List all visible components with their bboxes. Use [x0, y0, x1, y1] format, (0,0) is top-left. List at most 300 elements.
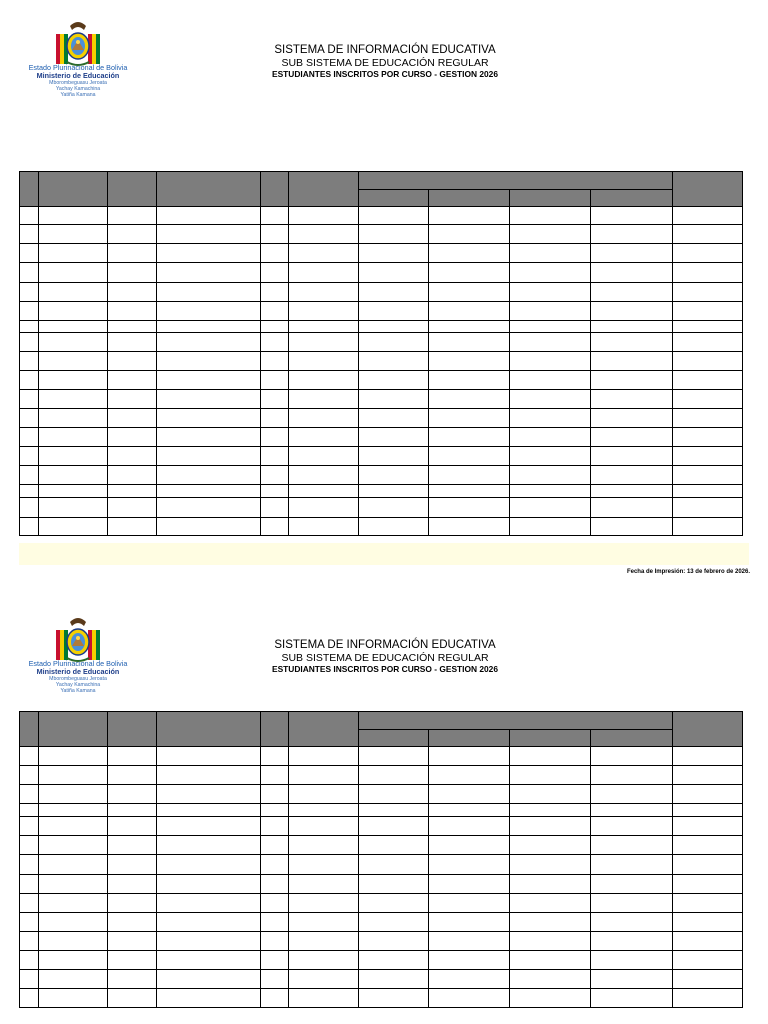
- table-cell: [157, 466, 261, 485]
- table-cell: [510, 390, 591, 409]
- table-cell: [429, 485, 510, 498]
- table-cell: [591, 352, 673, 371]
- table-cell: [108, 302, 157, 321]
- table-cell: [108, 894, 157, 913]
- table-cell: [108, 747, 157, 766]
- table-cell: [673, 989, 743, 1008]
- table-cell: [510, 371, 591, 390]
- header-cell: [261, 712, 289, 747]
- table-cell: [429, 747, 510, 766]
- logo-state-name: Estado Plurinacional de Bolivia: [28, 659, 128, 668]
- table-cell: [261, 244, 289, 263]
- table-cell: [261, 785, 289, 804]
- table-cell: [510, 785, 591, 804]
- table-cell: [261, 932, 289, 951]
- table-cell: [429, 970, 510, 989]
- table-cell: [20, 244, 39, 263]
- table-cell: [591, 913, 673, 932]
- table-cell: [510, 518, 591, 536]
- ministry-logo: [22, 16, 134, 108]
- table-cell: [429, 766, 510, 785]
- table-cell: [39, 875, 108, 894]
- table-cell: [289, 390, 359, 409]
- table-cell: [359, 428, 429, 447]
- table-cell: [359, 894, 429, 913]
- table-cell: [591, 932, 673, 951]
- table-cell: [510, 283, 591, 302]
- header-group-cell: [359, 172, 673, 190]
- subsystem-title: SUB SISTEMA DE EDUCACIÓN REGULAR: [281, 652, 489, 664]
- table-cell: [39, 951, 108, 970]
- table-cell: [157, 207, 261, 225]
- table-cell: [157, 894, 261, 913]
- table-cell: [20, 836, 39, 855]
- table-cell: [510, 747, 591, 766]
- table-cell: [429, 466, 510, 485]
- table-cell: [429, 283, 510, 302]
- table-row: [20, 785, 743, 804]
- table-cell: [20, 207, 39, 225]
- table-cell: [20, 894, 39, 913]
- table-cell: [20, 485, 39, 498]
- report-header: [200, 639, 570, 675]
- table-cell: [39, 371, 108, 390]
- table-cell: [157, 447, 261, 466]
- table-cell: [673, 747, 743, 766]
- table-cell: [20, 932, 39, 951]
- table-cell: [359, 352, 429, 371]
- table-row: [20, 263, 743, 283]
- system-title: SISTEMA DE INFORMACIÓN EDUCATIVA: [274, 44, 496, 56]
- table-cell: [429, 951, 510, 970]
- table-cell: [108, 485, 157, 498]
- table-cell: [359, 390, 429, 409]
- table-cell: [359, 932, 429, 951]
- table-row: [20, 371, 743, 390]
- table-row: [20, 302, 743, 321]
- table-cell: [157, 804, 261, 817]
- table-cell: [157, 390, 261, 409]
- table-cell: [157, 485, 261, 498]
- table-cell: [673, 263, 743, 283]
- table-cell: [510, 804, 591, 817]
- table-cell: [20, 333, 39, 352]
- table-cell: [39, 302, 108, 321]
- table-cell: [510, 894, 591, 913]
- table-cell: [673, 371, 743, 390]
- table-cell: [673, 390, 743, 409]
- table-cell: [289, 283, 359, 302]
- table-cell: [157, 913, 261, 932]
- table-cell: [429, 428, 510, 447]
- table-row: [20, 333, 743, 352]
- table-cell: [359, 409, 429, 428]
- table-cell: [289, 894, 359, 913]
- table-cell: [39, 518, 108, 536]
- table-cell: [289, 817, 359, 836]
- table-cell: [289, 951, 359, 970]
- print-date: Fecha de Impresión: 13 de febrero de 2026.: [626, 569, 750, 575]
- table-cell: [510, 333, 591, 352]
- table-cell: [429, 371, 510, 390]
- table-cell: [673, 302, 743, 321]
- table-cell: [591, 894, 673, 913]
- table-cell: [359, 466, 429, 485]
- table-cell: [591, 302, 673, 321]
- table-cell: [39, 263, 108, 283]
- table-cell: [108, 321, 157, 333]
- table-cell: [359, 498, 429, 518]
- table-cell: [289, 785, 359, 804]
- table-cell: [261, 333, 289, 352]
- table-cell: [510, 244, 591, 263]
- table-cell: [673, 409, 743, 428]
- table-cell: [108, 466, 157, 485]
- table-cell: [510, 498, 591, 518]
- table-row: [20, 894, 743, 913]
- table-cell: [261, 913, 289, 932]
- table-cell: [289, 447, 359, 466]
- table-cell: [591, 371, 673, 390]
- table-cell: [289, 263, 359, 283]
- logo-guarani-motto: Mborombeguasu Jeroata: [49, 676, 107, 682]
- table-cell: [261, 371, 289, 390]
- header-cell: [261, 172, 289, 207]
- table-cell: [429, 913, 510, 932]
- table-cell: [261, 428, 289, 447]
- table-cell: [429, 836, 510, 855]
- table-cell: [39, 766, 108, 785]
- table-row: [20, 932, 743, 951]
- table-cell: [108, 244, 157, 263]
- table-cell: [20, 747, 39, 766]
- table-cell: [157, 766, 261, 785]
- table-cell: [673, 244, 743, 263]
- table-cell: [510, 225, 591, 244]
- table-row: [20, 766, 743, 785]
- table-cell: [108, 518, 157, 536]
- table-cell: [39, 785, 108, 804]
- table-cell: [20, 352, 39, 371]
- table-cell: [261, 485, 289, 498]
- table-row: [20, 352, 743, 371]
- table-cell: [157, 817, 261, 836]
- table-cell: [39, 498, 108, 518]
- header-cell: [289, 172, 359, 207]
- subheader-cell: [510, 190, 591, 207]
- table-cell: [359, 804, 429, 817]
- students-table: [19, 171, 743, 536]
- table-cell: [591, 970, 673, 989]
- table-cell: [429, 352, 510, 371]
- table-cell: [510, 951, 591, 970]
- subheader-cell: [591, 730, 673, 747]
- table-cell: [591, 518, 673, 536]
- table-cell: [157, 518, 261, 536]
- table-cell: [359, 951, 429, 970]
- table-cell: [673, 951, 743, 970]
- table-cell: [108, 785, 157, 804]
- table-cell: [591, 225, 673, 244]
- table-cell: [289, 466, 359, 485]
- table-row: [20, 390, 743, 409]
- table-cell: [108, 225, 157, 244]
- logo-quechua-motto: Yachay Kamachina: [55, 86, 101, 92]
- table-cell: [157, 302, 261, 321]
- table-cell: [108, 875, 157, 894]
- students-table: [19, 711, 743, 1008]
- table-cell: [429, 894, 510, 913]
- table-cell: [39, 836, 108, 855]
- table-cell: [673, 766, 743, 785]
- table-cell: [20, 785, 39, 804]
- table-cell: [108, 817, 157, 836]
- table-cell: [39, 855, 108, 875]
- table-cell: [108, 333, 157, 352]
- table-cell: [591, 951, 673, 970]
- table-row: [20, 970, 743, 989]
- table-row: [20, 207, 743, 225]
- table-cell: [20, 263, 39, 283]
- table-cell: [510, 913, 591, 932]
- table-cell: [359, 485, 429, 498]
- logo-aymara-motto: Yatiña Kamana: [60, 92, 96, 98]
- table-cell: [108, 390, 157, 409]
- table-cell: [429, 263, 510, 283]
- table-cell: [591, 409, 673, 428]
- table-cell: [429, 855, 510, 875]
- header-cell: [673, 172, 743, 207]
- table-cell: [157, 428, 261, 447]
- table-cell: [429, 518, 510, 536]
- subheader-cell: [510, 730, 591, 747]
- table-cell: [261, 766, 289, 785]
- table-cell: [673, 466, 743, 485]
- table-cell: [673, 785, 743, 804]
- table-row: [20, 428, 743, 447]
- table-cell: [673, 333, 743, 352]
- table-cell: [591, 207, 673, 225]
- table-cell: [591, 466, 673, 485]
- table-cell: [359, 518, 429, 536]
- table-cell: [510, 836, 591, 855]
- table-cell: [108, 207, 157, 225]
- table-cell: [20, 498, 39, 518]
- table-row: [20, 836, 743, 855]
- table-cell: [157, 263, 261, 283]
- table-cell: [429, 804, 510, 817]
- table-cell: [108, 352, 157, 371]
- table-cell: [39, 283, 108, 302]
- table-cell: [289, 207, 359, 225]
- table-cell: [20, 989, 39, 1008]
- table-cell: [108, 498, 157, 518]
- table-cell: [39, 447, 108, 466]
- table-cell: [39, 932, 108, 951]
- table-cell: [429, 244, 510, 263]
- logo-aymara-motto: Yatiña Kamana: [60, 688, 96, 694]
- table-cell: [157, 747, 261, 766]
- table-cell: [289, 321, 359, 333]
- table-cell: [39, 804, 108, 817]
- table-cell: [261, 989, 289, 1008]
- table-cell: [289, 302, 359, 321]
- subheader-cell: [591, 190, 673, 207]
- subheader-cell: [429, 190, 510, 207]
- table-body: [20, 207, 743, 536]
- table-cell: [359, 263, 429, 283]
- table-cell: [359, 244, 429, 263]
- table-cell: [289, 352, 359, 371]
- subheader-cell: [359, 730, 429, 747]
- table-cell: [39, 894, 108, 913]
- table-cell: [673, 875, 743, 894]
- table-cell: [261, 747, 289, 766]
- table-cell: [510, 466, 591, 485]
- table-cell: [157, 371, 261, 390]
- ministry-logo: [22, 612, 134, 704]
- table-cell: [20, 447, 39, 466]
- table-cell: [20, 371, 39, 390]
- table-cell: [157, 244, 261, 263]
- table-row: [20, 283, 743, 302]
- table-row: [20, 817, 743, 836]
- table-cell: [289, 836, 359, 855]
- table-cell: [359, 747, 429, 766]
- subsystem-title: SUB SISTEMA DE EDUCACIÓN REGULAR: [281, 57, 489, 69]
- table-cell: [359, 989, 429, 1008]
- table-cell: [39, 352, 108, 371]
- table-cell: [591, 804, 673, 817]
- table-cell: [261, 817, 289, 836]
- table-cell: [673, 894, 743, 913]
- table-cell: [20, 428, 39, 447]
- table-cell: [591, 855, 673, 875]
- table-cell: [289, 970, 359, 989]
- table-cell: [510, 855, 591, 875]
- table-cell: [510, 485, 591, 498]
- table-cell: [429, 321, 510, 333]
- table-row: [20, 951, 743, 970]
- logo-guarani-motto: Mborombeguasu Jeroata: [49, 80, 107, 86]
- report-title: ESTUDIANTES INSCRITOS POR CURSO - GESTION 2026: [271, 69, 498, 79]
- table-cell: [108, 409, 157, 428]
- table-cell: [673, 283, 743, 302]
- table-cell: [20, 875, 39, 894]
- table-cell: [261, 466, 289, 485]
- table-cell: [39, 428, 108, 447]
- table-cell: [20, 390, 39, 409]
- table-cell: [157, 225, 261, 244]
- table-cell: [359, 371, 429, 390]
- table-cell: [157, 989, 261, 1008]
- table-cell: [157, 498, 261, 518]
- table-cell: [108, 283, 157, 302]
- header-cell: [157, 712, 261, 747]
- table-cell: [20, 951, 39, 970]
- table-cell: [20, 817, 39, 836]
- table-cell: [359, 785, 429, 804]
- table-cell: [429, 409, 510, 428]
- table-cell: [39, 390, 108, 409]
- table-cell: [261, 263, 289, 283]
- table-cell: [359, 225, 429, 244]
- table-row: [20, 225, 743, 244]
- table-cell: [261, 321, 289, 333]
- table-cell: [359, 970, 429, 989]
- table-cell: [108, 970, 157, 989]
- table-cell: [510, 766, 591, 785]
- table-cell: [429, 302, 510, 321]
- table-cell: [673, 970, 743, 989]
- table-cell: [359, 836, 429, 855]
- table-cell: [673, 836, 743, 855]
- report-page-2: [0, 596, 768, 1024]
- table-cell: [289, 485, 359, 498]
- table-cell: [39, 747, 108, 766]
- system-title: SISTEMA DE INFORMACIÓN EDUCATIVA: [274, 639, 496, 651]
- header-cell: [108, 172, 157, 207]
- table-cell: [289, 518, 359, 536]
- table-header-row: [20, 172, 743, 190]
- table-cell: [261, 283, 289, 302]
- table-cell: [39, 817, 108, 836]
- table-cell: [591, 875, 673, 894]
- table-row: [20, 447, 743, 466]
- table-cell: [591, 244, 673, 263]
- report-header: [200, 44, 570, 80]
- table-cell: [429, 932, 510, 951]
- table-cell: [20, 283, 39, 302]
- table-cell: [20, 970, 39, 989]
- table-cell: [108, 428, 157, 447]
- table-cell: [673, 447, 743, 466]
- table-row: [20, 321, 743, 333]
- logo-ministry-name: Ministerio de Educación: [36, 667, 120, 676]
- table-cell: [108, 371, 157, 390]
- table-cell: [673, 352, 743, 371]
- table-row: [20, 518, 743, 536]
- table-cell: [673, 498, 743, 518]
- table-cell: [261, 855, 289, 875]
- table-header-row: [20, 712, 743, 730]
- table-cell: [289, 747, 359, 766]
- table-row: [20, 498, 743, 518]
- table-cell: [157, 951, 261, 970]
- table-cell: [510, 817, 591, 836]
- table-cell: [289, 804, 359, 817]
- table-cell: [261, 894, 289, 913]
- table-cell: [359, 766, 429, 785]
- table-cell: [157, 785, 261, 804]
- logo-ministry-name: Ministerio de Educación: [36, 71, 120, 80]
- table-cell: [20, 302, 39, 321]
- table-cell: [20, 855, 39, 875]
- table-cell: [108, 932, 157, 951]
- subheader-cell: [359, 190, 429, 207]
- header-cell: [20, 172, 39, 207]
- table-cell: [673, 207, 743, 225]
- header-cell: [108, 712, 157, 747]
- table-cell: [20, 321, 39, 333]
- table-row: [20, 804, 743, 817]
- table-cell: [673, 428, 743, 447]
- table-cell: [591, 321, 673, 333]
- table-cell: [20, 804, 39, 817]
- table-cell: [157, 321, 261, 333]
- table-cell: [108, 766, 157, 785]
- table-cell: [157, 333, 261, 352]
